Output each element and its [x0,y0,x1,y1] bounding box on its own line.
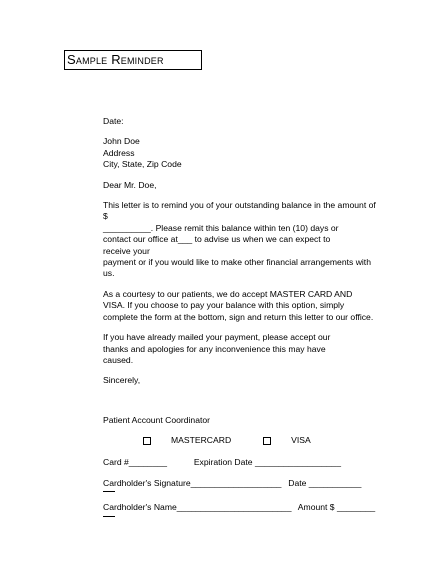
p1-line: us. [103,268,115,279]
p1-line: receive your [103,245,150,256]
p1-line: This letter is to remind you of your outstanding balance in the amount of [103,200,376,211]
paragraph-balance [103,200,383,280]
visa-checkbox[interactable] [263,437,271,445]
p2-line: As a courtesy to our patients, we do accept MASTER CARD AND [103,288,353,299]
paragraph-thanks [103,332,383,366]
signatory: Patient Account Coordinator [103,414,211,425]
p3-line: thanks and apologies for any inconvenience this may have [103,343,326,354]
signature-field[interactable]: Cardholder's Signature___________________ [103,477,282,488]
visa-label: VISA [291,435,311,446]
p3-line: If you have already mailed your payment, please accept our [103,332,331,343]
paragraph-courtesy [103,289,383,323]
closing: Sincerely, [103,375,141,386]
p1-line: $ [103,211,108,222]
salutation: Dear Mr. Doe, [103,179,157,190]
recipient-name: John Doe [103,136,140,147]
card-number-field[interactable]: Card #________ [103,456,168,467]
expiration-field[interactable]: Expiration Date __________________ [193,456,341,467]
title-text: Sample Reminder [67,52,164,67]
letter-body [103,116,383,517]
document-title [64,50,202,70]
address-line-1: Address [103,147,135,158]
p2-line: complete the form at the bottom, sign and return this letter to our office. [103,311,374,322]
payment-options [143,435,383,446]
p1-line: contact our office at___ to advise us when we can expect to [103,234,331,245]
line-continuation [103,516,115,517]
p1-line: __________. Please remit this balance within ten (10) days or [103,222,339,233]
recipient-address [103,136,383,170]
date-label: Date: [103,116,124,126]
mastercard-label: MASTERCARD [171,435,232,446]
p3-line: caused. [103,354,134,365]
p1-line: payment or if you would like to make other financial arrangements with [103,257,371,268]
mastercard-checkbox[interactable] [143,437,151,445]
name-field-row [103,502,383,513]
line-continuation [103,491,115,492]
cardholder-name-field[interactable]: Cardholder's Name________________________ [103,502,292,513]
signature-date-field[interactable]: Date ___________ [288,477,362,488]
signature-field-row [103,478,383,489]
p2-line: VISA. If you choose to pay your balance with this option, simply [103,300,345,311]
card-field-row [103,457,383,468]
amount-field[interactable]: Amount $ ________ [297,502,376,513]
address-line-2: City, State, Zip Code [103,159,182,170]
